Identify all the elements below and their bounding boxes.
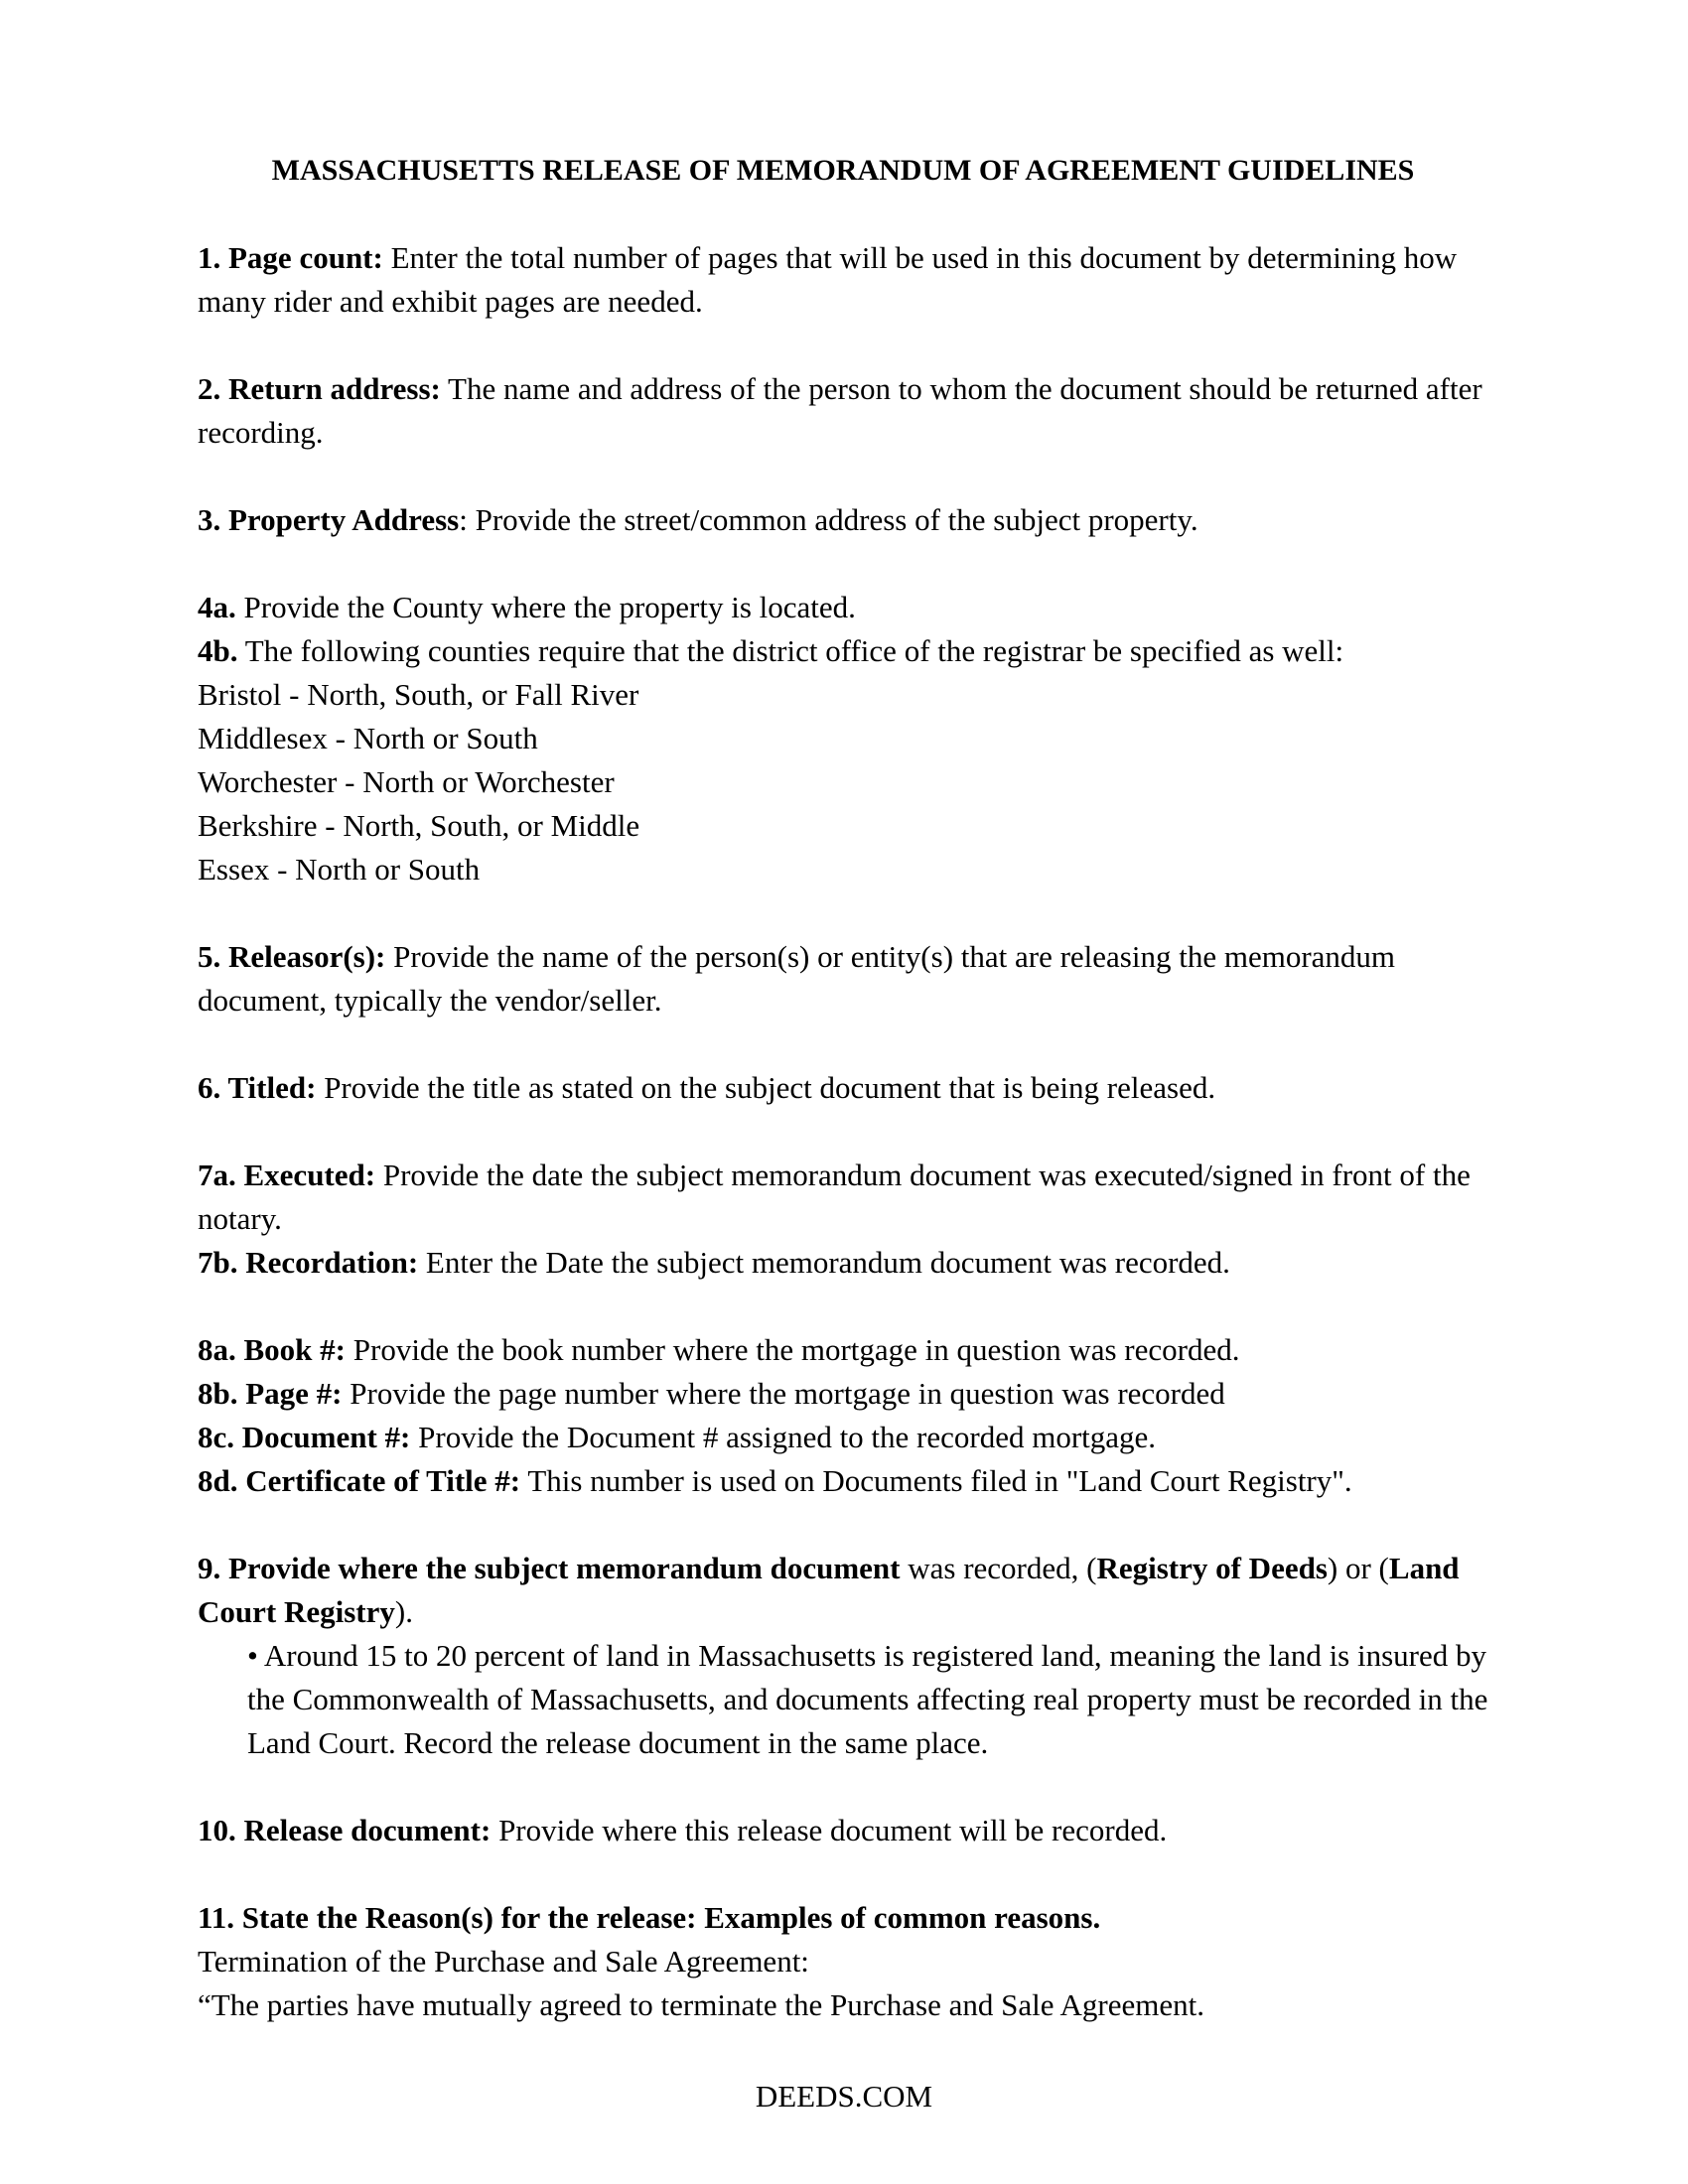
item-7b (198, 1241, 1508, 1285)
item-label: 6. Titled: (198, 1070, 317, 1105)
item-text: ). (394, 1594, 413, 1629)
registry-of-deeds: Registry of Deeds (1096, 1551, 1328, 1585)
item-text: Provide the title as stated on the subject document that is being released. (316, 1070, 1216, 1105)
item-label: 2. Return address: (198, 371, 441, 406)
district-line: Bristol - North, South, or Fall River (198, 677, 639, 712)
item-book (198, 1328, 1508, 1503)
item-label: 10. Release document: (198, 1813, 492, 1847)
item-label: 8d. Certificate of Title #: (198, 1463, 521, 1498)
item-text: ) or ( (1327, 1551, 1389, 1585)
reasons-heading: 11. State the Reason(s) for the release: Examples of common reasons. (198, 1900, 1101, 1935)
item-release-document (198, 1809, 1508, 1852)
item-8d (198, 1459, 1508, 1503)
bullet-note: • Around 15 to 20 percent of land in Massachusetts is registered land, meaning the land is insured by the Commonwealth of Massachusetts, and documents affecting real property must be recorded in the Land Court. Record the release document in the same place. (247, 1638, 1488, 1760)
item-county (198, 586, 1508, 891)
item-text: The following counties require that the district office of the registrar be specified as well: (237, 633, 1344, 668)
item-9 (198, 1547, 1508, 1634)
item-7a (198, 1154, 1508, 1241)
item-4a (198, 586, 1508, 629)
reason-line: Termination of the Purchase and Sale Agreement: (198, 1944, 809, 1979)
reason-line: “The parties have mutually agreed to terminate the Purchase and Sale Agreement. (198, 1987, 1204, 2022)
district-line: Essex - North or South (198, 852, 481, 887)
item-label: 4a. (198, 590, 236, 624)
item-text: : Provide the street/common address of the subject property. (459, 502, 1198, 537)
item-4b (198, 629, 1508, 673)
item-8b (198, 1372, 1508, 1416)
item-releasors (198, 935, 1508, 1023)
item-label: 4b. (198, 633, 238, 668)
item-property-address (198, 498, 1508, 542)
item-text: Provide the date the subject memorandum document was executed/signed in front of the notary. (198, 1158, 1471, 1236)
document-title: MASSACHUSETTS RELEASE OF MEMORANDUM OF AGREEMENT GUIDELINES (271, 154, 1415, 187)
item-return-address (198, 367, 1508, 455)
item-reasons (198, 1896, 1508, 2027)
district-line: Middlesex - North or South (198, 721, 538, 755)
item-label: 9. Provide where the subject memorandum document (198, 1551, 901, 1585)
item-label: 8c. Document #: (198, 1420, 411, 1454)
district-line: Berkshire - North, South, or Middle (198, 808, 640, 843)
item-text: Enter the Date the subject memorandum document was recorded. (418, 1245, 1230, 1280)
item-titled (198, 1066, 1508, 1110)
item-8c (198, 1416, 1508, 1459)
item-label: 3. Property Address (198, 502, 460, 537)
item-page-count (198, 236, 1508, 324)
item-where-recorded (198, 1547, 1508, 1765)
item-8a (198, 1328, 1508, 1372)
document-page (198, 149, 1508, 2071)
item-text: Provide the book number where the mortgage in question was recorded. (346, 1332, 1240, 1367)
item-text: Provide the Document # assigned to the recorded mortgage. (410, 1420, 1157, 1454)
item-label: 1. Page count: (198, 240, 383, 275)
item-text: Enter the total number of pages that will be used in this document by determining how many rider and exhibit pages are needed. (198, 240, 1458, 319)
item-label: 7a. Executed: (198, 1158, 376, 1192)
item-text: Provide the page number where the mortgage in question was recorded (342, 1376, 1225, 1411)
item-text: This number is used on Documents filed in "Land Court Registry". (520, 1463, 1352, 1498)
item-text: was recorded, ( (900, 1551, 1097, 1585)
item-label: 8b. Page #: (198, 1376, 343, 1411)
item-text: The name and address of the person to whom the document should be returned after recording. (198, 371, 1482, 450)
item-executed (198, 1154, 1508, 1285)
land-court-registry: Land Court Registry (198, 1551, 1460, 1629)
footer-brand: DEEDS.COM (755, 2079, 933, 2114)
district-line: Worchester - North or Worchester (198, 764, 615, 799)
item-text: Provide the County where the property is located. (235, 590, 856, 624)
item-label: 8a. Book #: (198, 1332, 346, 1367)
item-label: 7b. Recordation: (198, 1245, 419, 1280)
item-label: 5. Releasor(s): (198, 939, 386, 974)
item-text: Provide the name of the person(s) or entity(s) that are releasing the memorandum document, typically the vendor/seller. (198, 939, 1396, 1018)
item-text: Provide where this release document will be recorded. (491, 1813, 1168, 1847)
